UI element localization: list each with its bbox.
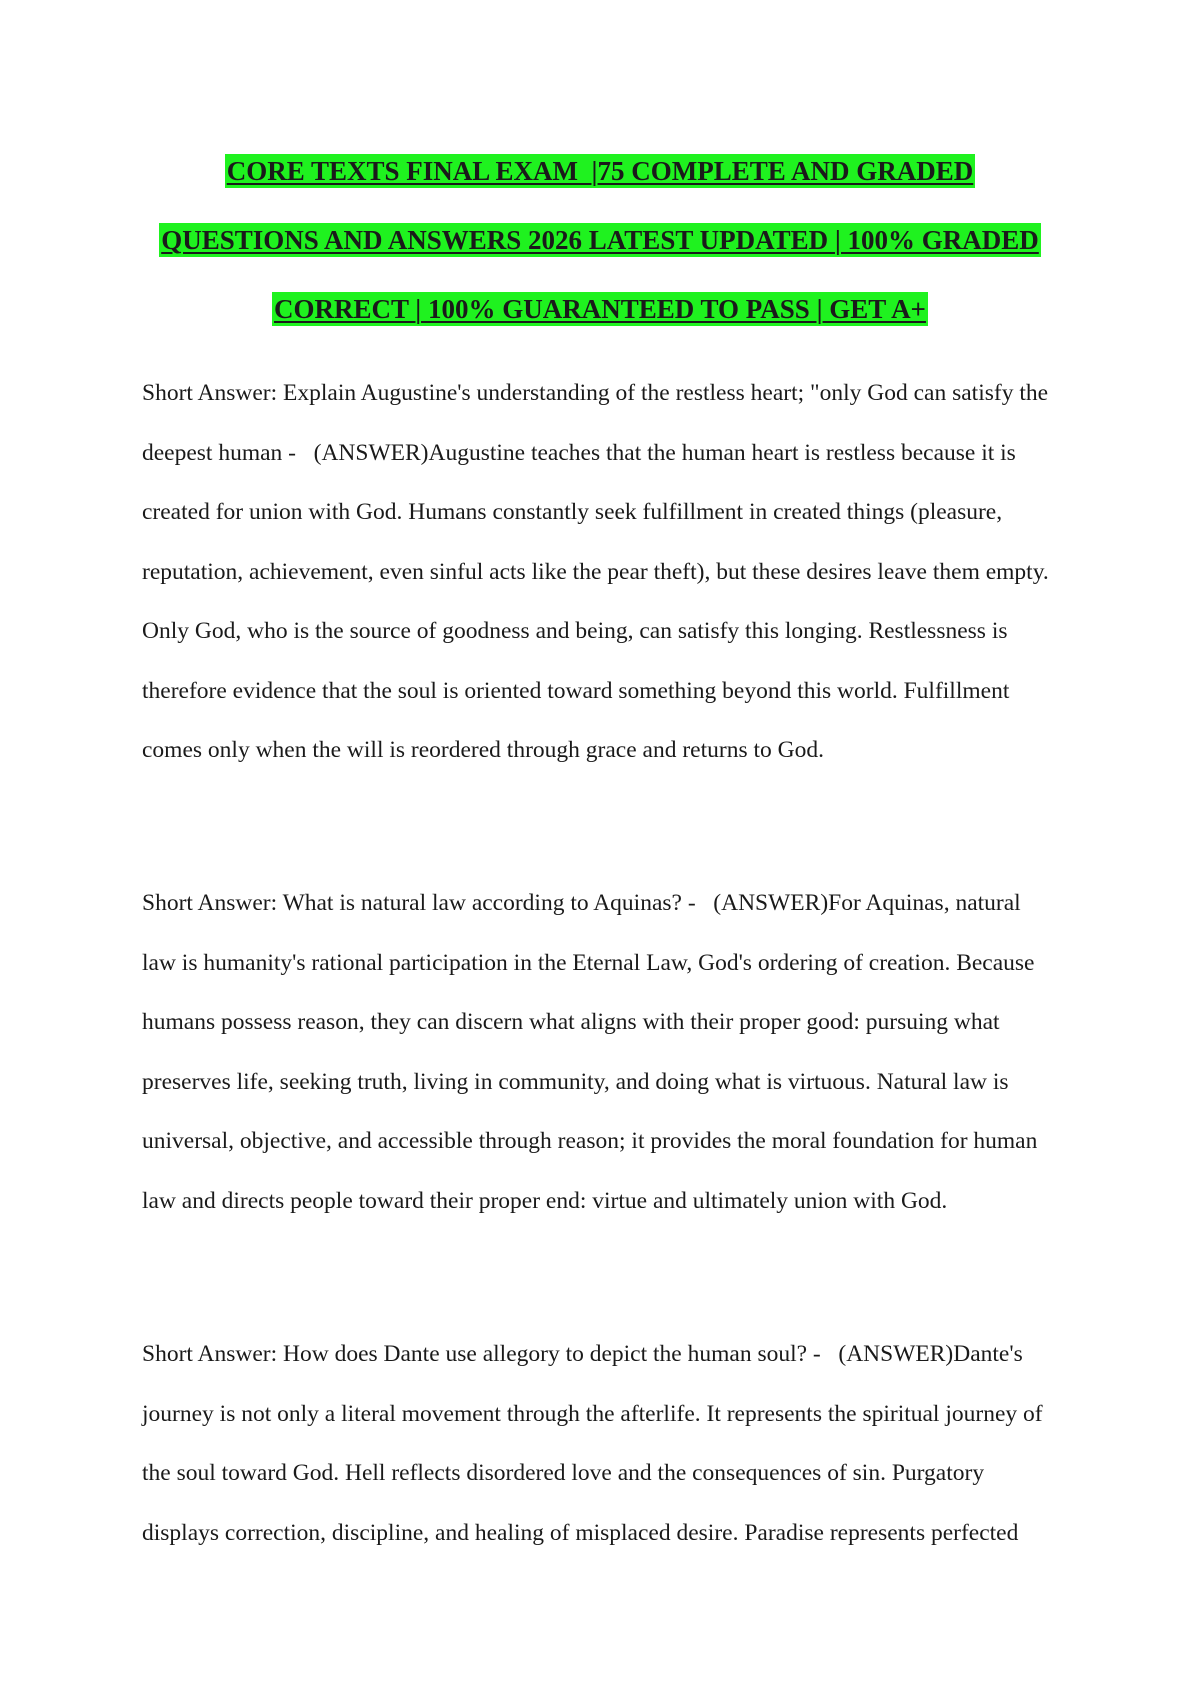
qa-line: universal, objective, and accessible through reason; it provides the moral foundation for human xyxy=(142,1128,1038,1154)
qa-item-aquinas xyxy=(142,888,1072,1245)
document-title xyxy=(60,153,1140,360)
title-line xyxy=(60,153,1140,222)
qa-line: Only God, who is the source of goodness and being, can satisfy this longing. Restlessness is xyxy=(142,618,1008,644)
qa-line: displays correction, discipline, and healing of misplaced desire. Paradise represents perfected xyxy=(142,1519,1019,1546)
qa-item-augustine xyxy=(142,378,1072,795)
qa-line: journey is not only a literal movement through the afterlife. It represents the spiritual journey of xyxy=(142,1400,1043,1427)
qa-line: Short Answer: How does Dante use allegory to depict the human soul? - (ANSWER)Dante's xyxy=(142,1341,1023,1367)
title-line xyxy=(60,291,1140,360)
qa-line: created for union with God. Humans constantly seek fulfillment in created things (pleasure, xyxy=(142,499,1003,525)
title-line-text: QUESTIONS AND ANSWERS 2026 LATEST UPDATED | 100% GRADED xyxy=(161,225,1039,255)
title-line-text: CORE TEXTS FINAL EXAM |75 COMPLETE AND GRADED xyxy=(226,156,974,186)
qa-item-dante xyxy=(142,1339,1072,1577)
qa-line: law is humanity's rational participation in the Eternal Law, God's ordering of creation. Because xyxy=(142,949,1035,976)
qa-line: preserves life, seeking truth, living in community, and doing what is virtuous. Natural law is xyxy=(142,1068,1009,1095)
qa-line: deepest human - (ANSWER)Augustine teaches that the human heart is restless because it is xyxy=(142,439,1016,466)
qa-line: the soul toward God. Hell reflects disordered love and the consequences of sin. Purgatory xyxy=(142,1460,985,1486)
qa-line: comes only when the will is reordered through grace and returns to God. xyxy=(142,737,824,763)
qa-line: reputation, achievement, even sinful acts like the pear theft), but these desires leave them empty. xyxy=(142,558,1049,585)
title-line-text: CORRECT | 100% GUARANTEED TO PASS | GET A+ xyxy=(274,294,926,324)
title-line xyxy=(60,222,1140,291)
qa-line: Short Answer: Explain Augustine's understanding of the restless heart; "only God can satisfy the xyxy=(142,380,1049,406)
qa-line: law and directs people toward their proper end: virtue and ultimately union with God. xyxy=(142,1187,948,1214)
qa-line: Short Answer: What is natural law according to Aquinas? - (ANSWER)For Aquinas, natural xyxy=(142,890,1021,916)
qa-line: therefore evidence that the soul is oriented toward something beyond this world. Fulfillment xyxy=(142,677,1010,704)
qa-line: humans possess reason, they can discern what aligns with their proper good: pursuing what xyxy=(142,1009,1000,1035)
